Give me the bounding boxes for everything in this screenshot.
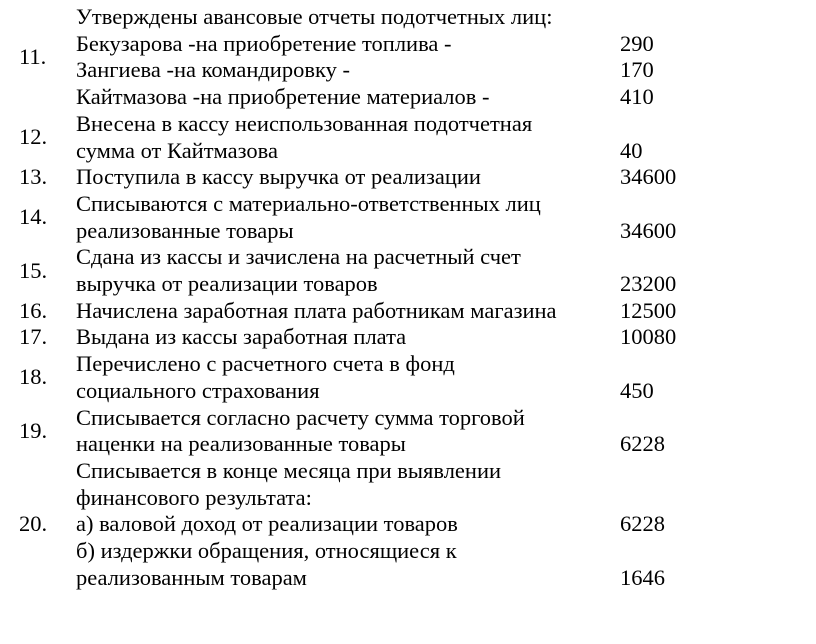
entry-amount: 6228 <box>620 431 665 457</box>
entry-text: Списываются с материально-ответственных лиц <box>76 190 541 216</box>
entry-text: Утверждены авансовые отчеты подотчетных лиц: <box>76 4 553 29</box>
entry-text: Начислена заработная плата работникам магазина <box>76 297 557 323</box>
entry-text: наценки на реализованные товары <box>76 431 406 457</box>
entry-text: выручка от реализации товаров <box>76 271 378 296</box>
entry-amount: 34600 <box>620 217 677 243</box>
entry-amount: 34600 <box>620 164 677 190</box>
entry-text: Выдана из кассы заработная плата <box>76 324 407 350</box>
entry-number: 15. <box>19 257 48 283</box>
entry-number: 12. <box>19 124 48 150</box>
entry-text: Внесена в кассу неиспользованная подотчетная <box>76 110 533 136</box>
entry-text: Списывается согласно расчету сумма торговой <box>76 404 525 430</box>
entry-text: б) издержки обращения, относящиеся к <box>76 538 457 563</box>
entry-amount: 290 <box>620 30 654 56</box>
entry-amount: 23200 <box>620 271 677 296</box>
entry-amount: 450 <box>620 377 654 403</box>
entry-amount: 10080 <box>620 324 677 350</box>
entry-amount: 40 <box>620 137 643 163</box>
entry-number: 11. <box>19 44 47 70</box>
entry-amount: 170 <box>620 57 654 83</box>
entry-text: Бекузарова -на приобретение топлива - <box>76 30 452 56</box>
entry-text: а) валовой доход от реализации товаров <box>76 511 458 537</box>
entry-number: 20. <box>19 511 48 537</box>
entry-text: Списывается в конце месяца при выявлении <box>76 457 502 483</box>
entry-text: социального страхования <box>76 377 320 403</box>
entry-text: финансового результата: <box>76 484 312 510</box>
entry-number: 14. <box>19 204 48 230</box>
entry-text: реализованные товары <box>76 217 294 243</box>
entry-text: сумма от Кайтмазова <box>76 137 278 163</box>
entry-text: Перечислено с расчетного счета в фонд <box>76 351 455 377</box>
entry-number: 13. <box>19 164 48 190</box>
entry-amount: 12500 <box>620 297 677 323</box>
entry-text: Сдана из кассы и зачислена на расчетный счет <box>76 244 521 270</box>
entry-text: Кайтмазова -на приобретение материалов - <box>76 84 490 110</box>
entry-number: 17. <box>19 324 48 350</box>
entry-text: Зангиева -на командировку - <box>76 57 350 83</box>
entry-amount: 410 <box>620 84 654 110</box>
entry-number: 19. <box>19 417 48 443</box>
entry-text: реализованным товарам <box>76 564 307 590</box>
entry-text: Поступила в кассу выручка от реализации <box>76 164 481 190</box>
entry-amount: 1646 <box>620 564 665 590</box>
entry-number: 18. <box>19 364 48 390</box>
entry-number: 16. <box>19 297 48 323</box>
entry-amount: 6228 <box>620 511 665 537</box>
